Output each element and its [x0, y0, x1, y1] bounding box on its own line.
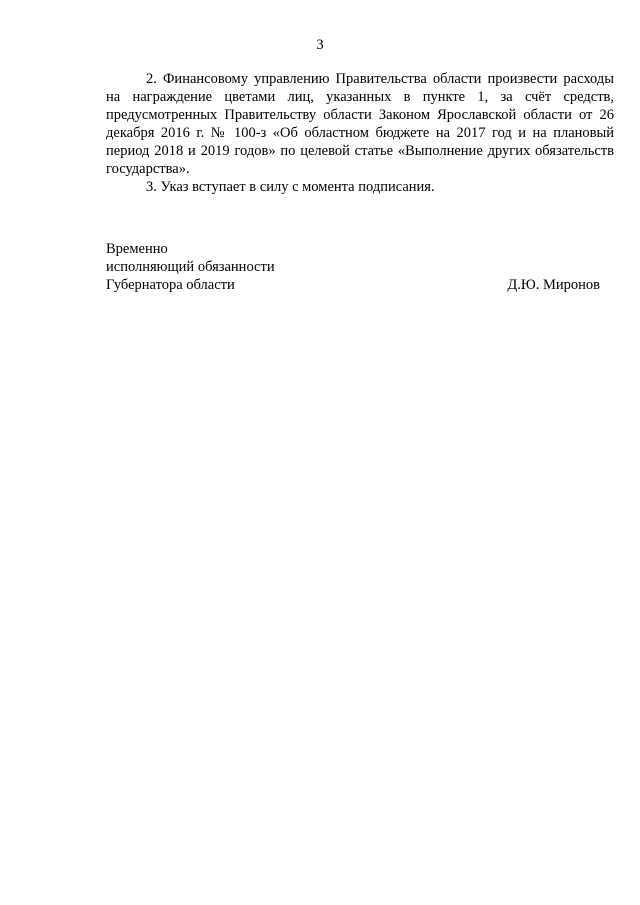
paragraph-2: 2. Финансовому управлению Правительства области произвести расходы на награждение цветами лиц, указанных в пункте 1, за счёт средств, предусмотренных Правительству области Законом Ярославской области от 26 декабря 2016 г. № 100-з «Об областном бюджете на 2017 год и на плановый период 2018 и 2019 годов» по целевой статье «Выполнение других обязательств государства». — [106, 71, 614, 177]
page-number: 3 — [316, 37, 324, 53]
document-body — [106, 70, 614, 196]
signer-position-line-3: Губернатора области — [106, 277, 235, 293]
signer-position-line-2: исполняющий обязанности — [106, 259, 275, 275]
signature-block — [106, 240, 600, 294]
paragraph-3: 3. Указ вступает в силу с момента подписания. — [146, 179, 435, 195]
signer-name: Д.Ю. Миронов — [507, 277, 600, 293]
signature-row — [106, 276, 600, 294]
signer-position-line-1: Временно — [106, 241, 168, 257]
